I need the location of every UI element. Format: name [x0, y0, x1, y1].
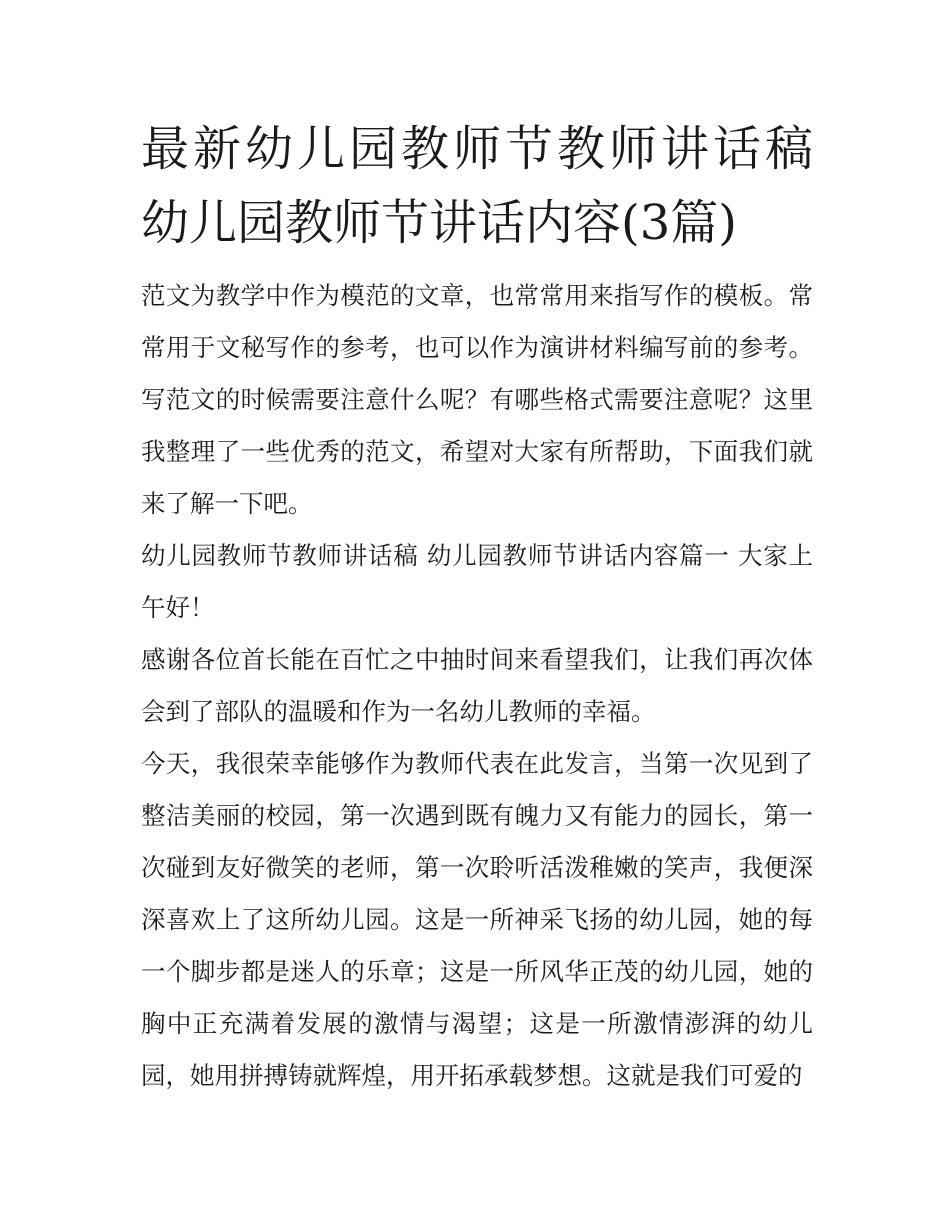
document-title: 最新幼儿园教师节教师讲话稿 幼儿园教师节讲话内容(3篇) — [141, 121, 813, 251]
document-page — [141, 112, 813, 1102]
paragraph-intro: 范文为教学中作为模范的文章，也常常用来指写作的模板。常常用于文秘写作的参考，也可以作为演讲材料编写前的参考。写范文的时候需要注意什么呢？有哪些格式需要注意呢？这里我整理了一些优秀的范文，希望对大家有所帮助，下面我们就来了解一下吧。 — [141, 281, 813, 518]
paragraph-thanks: 感谢各位首长能在百忙之中抽时间来看望我们，让我们再次体会到了部队的温暖和作为一名幼儿教师的幸福。 — [141, 645, 813, 726]
paragraph-speech-heading: 幼儿园教师节教师讲话稿 幼儿园教师节讲话内容篇一 大家上午好！ — [141, 541, 813, 622]
paragraph-body: 今天，我很荣幸能够作为教师代表在此发言，当第一次见到了整洁美丽的校园，第一次遇到既有魄力又有能力的园长，第一次碰到友好微笑的老师，第一次聆听活泼稚嫩的笑声，我便深深喜欢上了这所幼儿园。这是一所神采飞扬的幼儿园，她的每一个脚步都是迷人的乐章；这是一所风华正茂的幼儿园，她的胸中正充满着发展的激情与渴望；这是一所激情澎湃的幼儿园，她用拼搏铸就辉煌，用开拓承载梦想。这就是我们可爱的 — [141, 749, 813, 1090]
